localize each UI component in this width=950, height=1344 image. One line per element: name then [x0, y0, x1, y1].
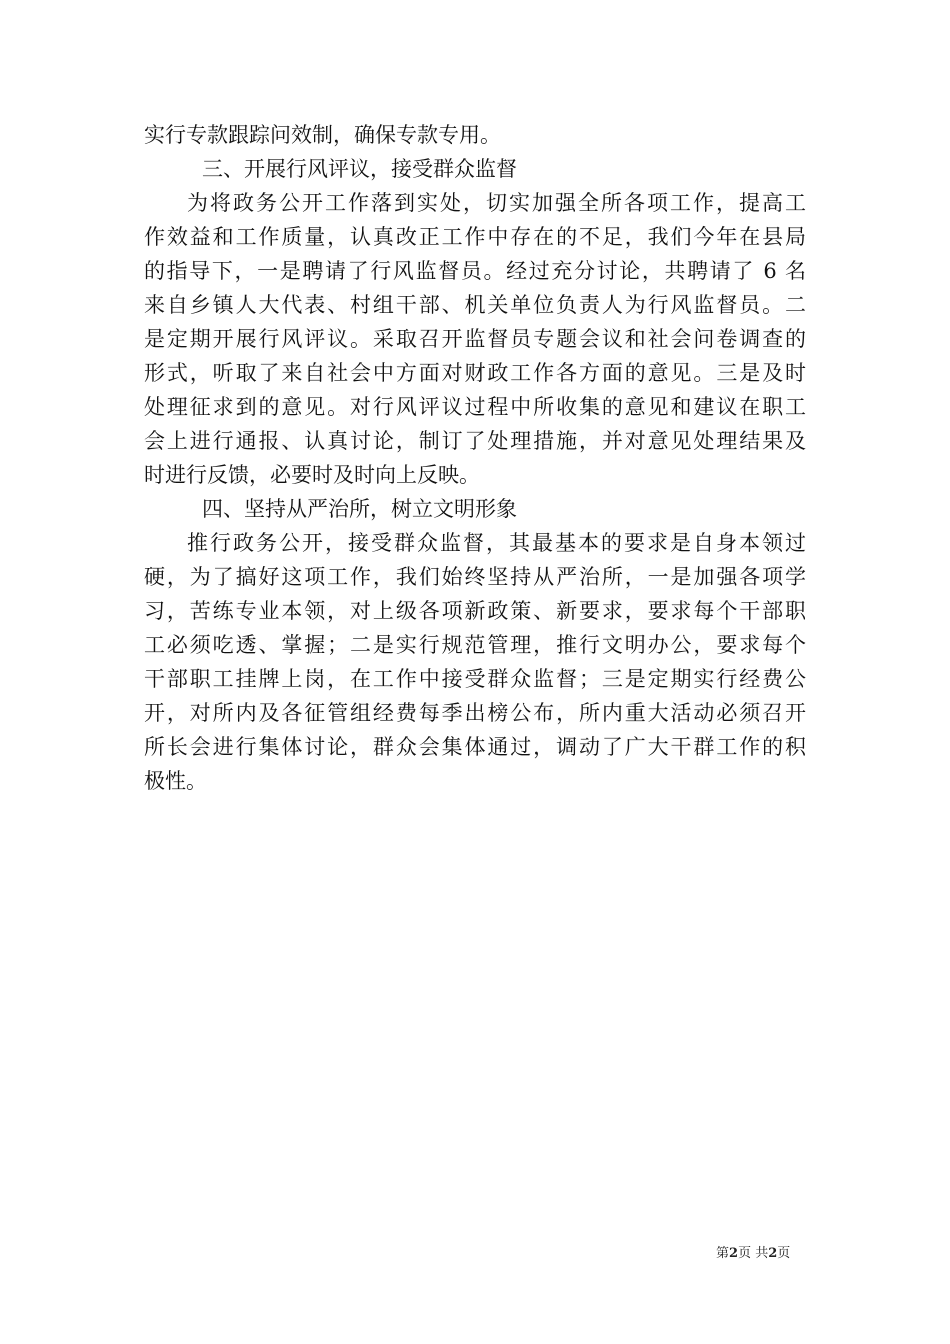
total-page-number: 2 — [768, 1246, 778, 1261]
text-line: 是定期开展行风评议。采取召开监督员专题会议和社会问卷调查的 — [144, 327, 806, 351]
page-footer — [716, 1246, 836, 1262]
current-page-number: 2 — [729, 1246, 739, 1261]
footer-middle: 页 共 — [738, 1246, 769, 1261]
text-line: 开，对所内及各征管组经费每季出榜公布，所内重大活动必须召开 — [144, 701, 806, 725]
text-line: 所长会进行集体讨论，群众会集体通过，调动了广大干群工作的积 — [144, 735, 806, 759]
section-heading: 四、坚持从严治所，树立文明形象 — [202, 497, 517, 521]
text-line: 为将政务公开工作落到实处，切实加强全所各项工作，提高工 — [187, 191, 806, 215]
text-line: 来自乡镇人大代表、村组干部、机关单位负责人为行风监督员。二 — [144, 293, 806, 317]
text-line: 干部职工挂牌上岗，在工作中接受群众监督；三是定期实行经费公 — [144, 667, 806, 691]
text-line: 会上进行通报、认真讨论，制订了处理措施，并对意见处理结果及 — [144, 429, 806, 453]
text-line: 极性。 — [144, 769, 207, 793]
text-line: 推行政务公开，接受群众监督，其最基本的要求是自身本领过 — [187, 531, 806, 555]
section-heading: 三、开展行风评议，接受群众监督 — [202, 157, 517, 181]
text-line: 时进行反馈，必要时及时向上反映。 — [144, 463, 480, 487]
text-line: 习，苦练专业本领，对上级各项新政策、新要求，要求每个干部职 — [144, 599, 806, 623]
footer-suffix: 页 — [777, 1246, 791, 1261]
text-line: 工必须吃透、掌握；二是实行规范管理，推行文明办公，要求每个 — [144, 633, 806, 657]
footer-prefix: 第 — [716, 1246, 730, 1261]
document-body — [144, 118, 806, 798]
text-line: 的指导下，一是聘请了行风监督员。经过充分讨论，共聘请了 6 名 — [144, 259, 806, 283]
text-line: 处理征求到的意见。对行风评议过程中所收集的意见和建议在职工 — [144, 395, 806, 419]
text-line: 作效益和工作质量，认真改正工作中存在的不足，我们今年在县局 — [144, 225, 806, 249]
text-line: 形式，听取了来自社会中方面对财政工作各方面的意见。三是及时 — [144, 361, 806, 385]
text-line: 硬，为了搞好这项工作，我们始终坚持从严治所，一是加强各项学 — [144, 565, 806, 589]
text-line: 实行专款跟踪问效制，确保专款专用。 — [144, 123, 501, 147]
